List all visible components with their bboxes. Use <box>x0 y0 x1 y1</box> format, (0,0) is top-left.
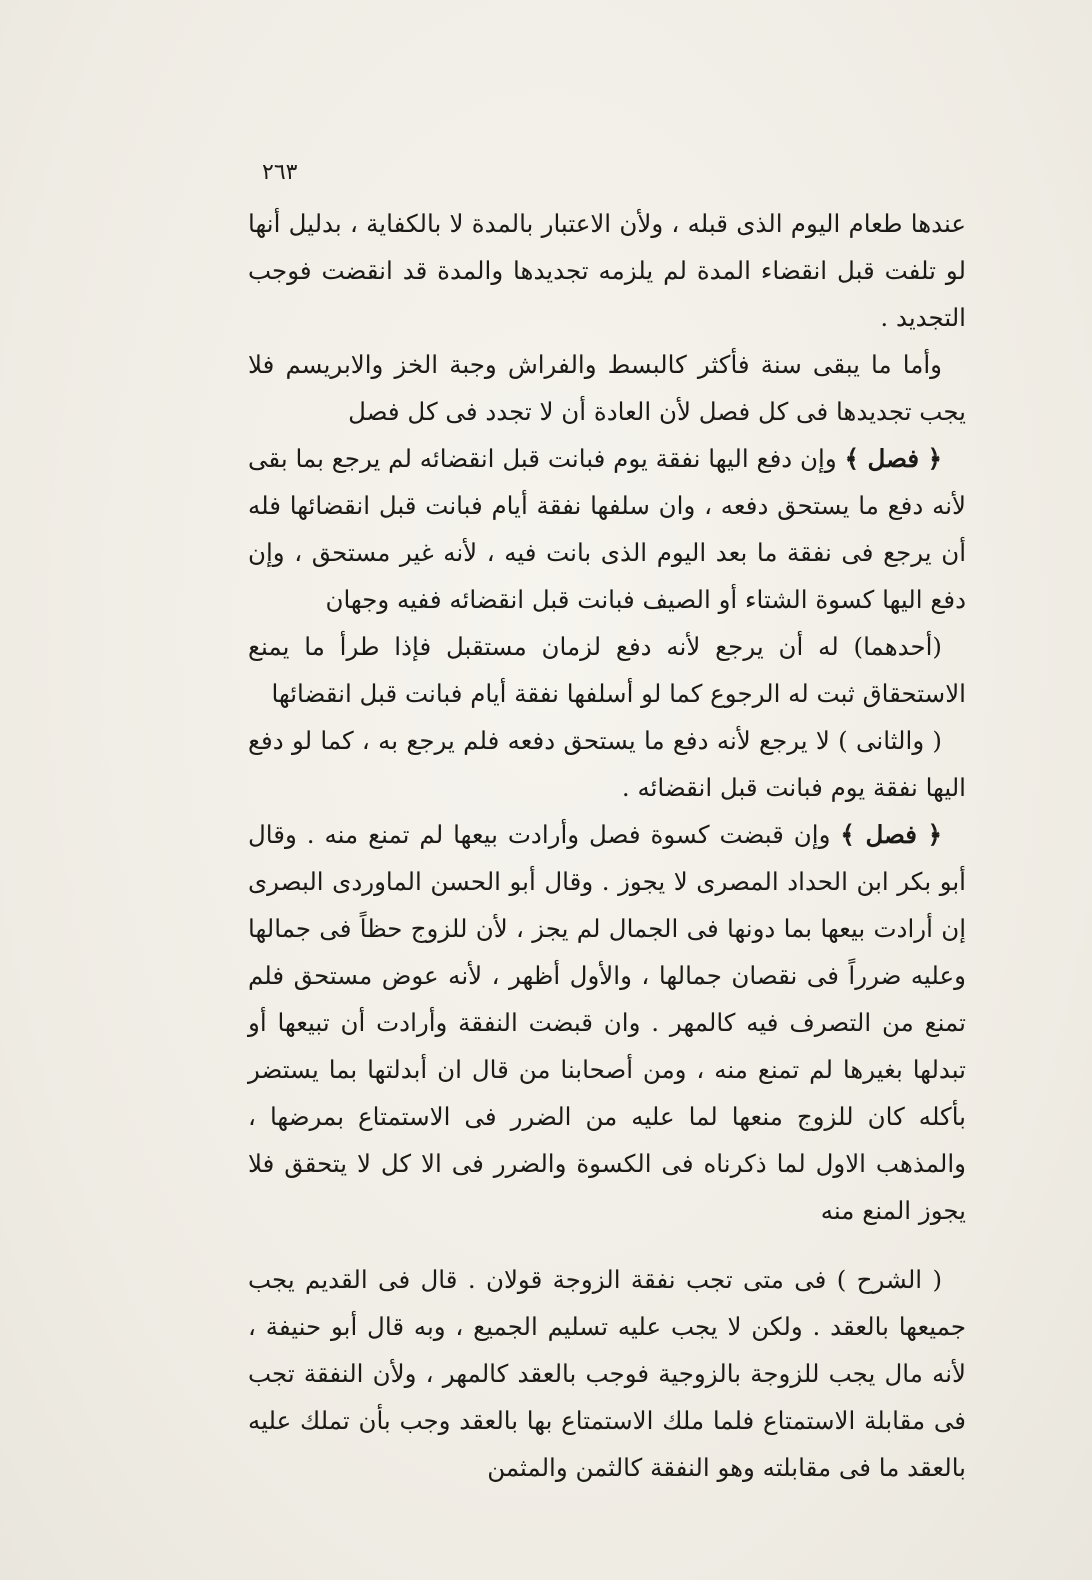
paragraph: (أحدهما) له أن يرجع لأنه دفع لزمان مستقبل فإذا طرأ ما يمنع الاستحقاق ثبت له الرجوع كما لو أسلفها نفقة أيام فبانت قبل انقضائها <box>248 632 966 708</box>
paragraph <box>248 811 966 1234</box>
paragraph: ( والثانى ) لا يرجع لأنه دفع ما يستحق دفعه فلم يرجع به ، كما لو دفع اليها نفقة يوم فبانت قبل انقضائه . <box>248 726 966 802</box>
paragraph: وأما ما يبقى سنة فأكثر كالبسط والفراش وجبة الخز والابريسم فلا يجب تجديدها فى كل فصل لأن العادة أن لا تجدد فى كل فصل <box>248 350 966 426</box>
paragraph-text: وإن قبضت كسوة فصل وأرادت بيعها لم تمنع منه . وقال أبو بكر ابن الحداد المصرى لا يجوز . وقال أبو الحسن الماوردى البصرى إن أرادت بيعها بما دونها فى الجمال لم يجز ، لأن للزوج حظاً فى جمالها وعليه ضرراً فى نقصان جمالها ، والأول أظهر ، لأنه عوض مستحق فلم تمنع من التصرف فيه كالمهر . وان قبضت النفقة وأرادت أن تبيعها أو تبدلها بغيرها لم تمنع منه ، ومن أصحابنا من قال ان أبدلتها بما يستضر بأكله كان للزوج منعها لما عليه من الضرر فى الاستمتاع بمرضها ، والمذهب الاول لما ذكرناه فى الكسوة والضرر فى الا كل لا يتحقق فلا يجوز المنع منه <box>248 820 966 1225</box>
paragraph-text: وإن دفع اليها نفقة يوم فبانت قبل انقضائه لم يرجع بما بقى لأنه دفع ما يستحق دفعه ، وان سلفها نفقة أيام فبانت قبل انقضائها فله أن يرجع فى نفقة ما بعد اليوم الذى بانت فيه ، لأنه غير مستحق ، وإن دفع اليها كسوة الشتاء أو الصيف فبانت قبل انقضائه ففيه وجهان <box>248 444 966 614</box>
section-heading: ﴿ فصل ﴾ <box>844 444 942 473</box>
section-heading: ﴿ فصل ﴾ <box>840 820 942 849</box>
main-text <box>248 200 966 1491</box>
paragraph <box>248 435 966 623</box>
commentary-paragraph: ( الشرح ) فى متى تجب نفقة الزوجة قولان . قال فى القديم يجب جميعها بالعقد . ولكن لا يجب عليه تسليم الجميع ، وبه قال أبو حنيفة ، لأنه مال يجب للزوجة بالزوجية فوجب بالعقد كالمهر ، ولأن النفقة تجب فى مقابلة الاستمتاع فلما ملك الاستمتاع بها بالعقد وجب بأن تملك عليه بالعقد ما فى مقابلته وهو النفقة كالثمن والمثمن <box>248 1265 966 1482</box>
paragraph: عندها طعام اليوم الذى قبله ، ولأن الاعتبار بالمدة لا بالكفاية ، بدليل أنها لو تلفت قبل انقضاء المدة لم يلزمه تجديدها والمدة قد انقضت فوجب التجديد . <box>248 209 966 332</box>
page-number: ٢٦٣ <box>262 160 298 185</box>
